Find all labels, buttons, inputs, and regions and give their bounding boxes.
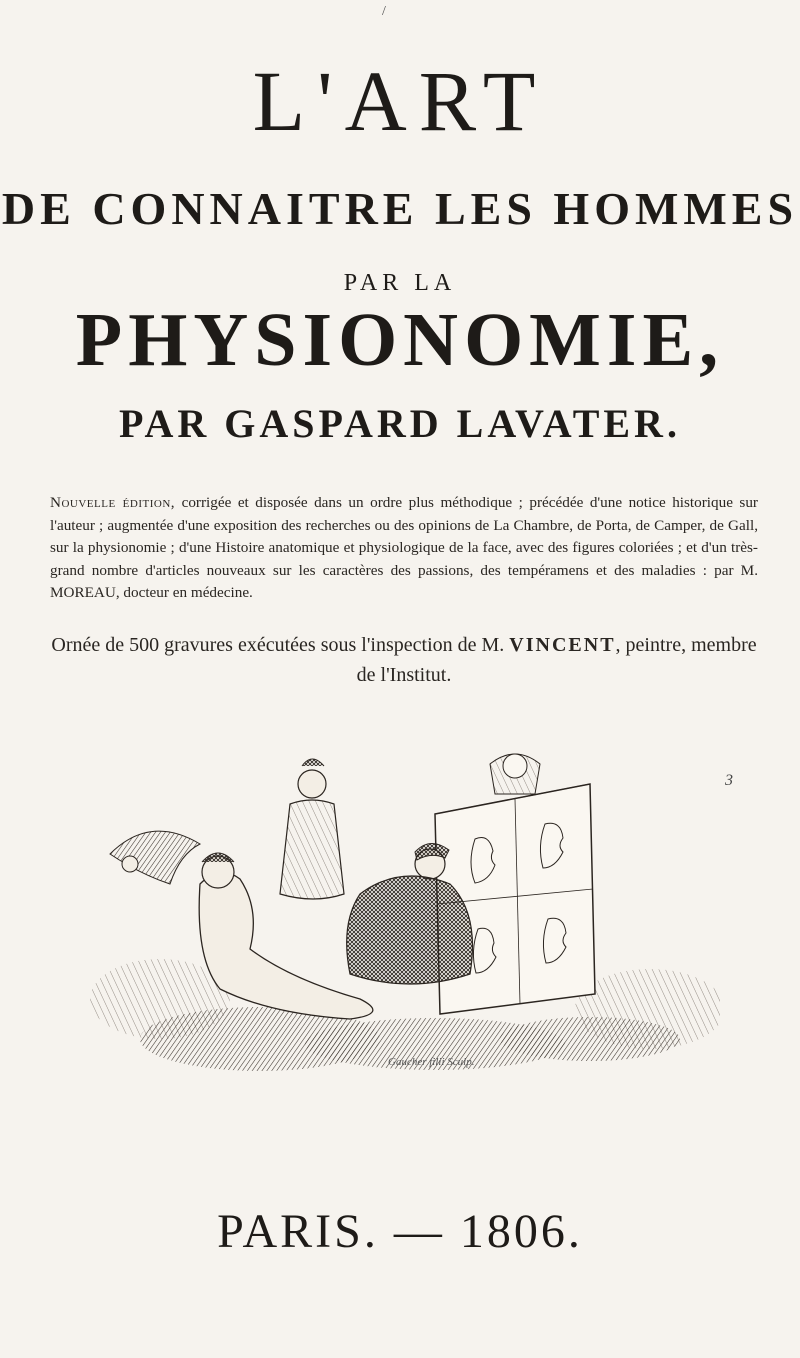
subject-title: PHYSIONOMIE, xyxy=(75,298,725,382)
page-mark: / xyxy=(382,4,386,19)
minerva-bust xyxy=(490,754,540,794)
eagle xyxy=(110,831,200,884)
edition-lead: Nouvelle édition, xyxy=(50,494,176,511)
title-connector: PAR LA xyxy=(343,270,457,296)
subtitle: DE CONNAITRE LES HOMMES xyxy=(1,183,799,234)
illustration-note-suffix: , peintre, membre de l'Institut. xyxy=(356,634,757,686)
standing-woman xyxy=(280,759,344,899)
imprint-line: PARIS. — 1806. xyxy=(217,1205,583,1258)
edition-description xyxy=(50,492,758,605)
main-title: L'ART xyxy=(252,53,548,149)
edition-body: corrigée et disposée dans un ordre plus méthodique ; précédée d'une notice historique sur l'auteur ; augmentée d'une exposition des recherches ou des opinions de La Chambre, de Porta, de Camper, de Gall, sur la physionomie ; d'une Histoire anatomique et physiologique de la face, avec des figures coloriées ; et d'un très-grand nombre d'articles nouveaux sur les caractères des passions, des tempéramens et des maladies : par M. MOREAU, docteur en médecine. xyxy=(50,494,758,601)
engraver-credit: Gaucher filii Sculp. xyxy=(388,1056,475,1068)
illustrator-name: VINCENT xyxy=(509,634,616,656)
illustration-note-prefix: Ornée de 500 gravures exécutées sous l'inspection de M. xyxy=(51,634,505,656)
plate-number: 3 xyxy=(725,772,733,789)
engraved-vignette xyxy=(90,744,720,1074)
illustration-note xyxy=(50,630,758,690)
author-line: PAR GASPARD LAVATER. xyxy=(119,401,681,446)
